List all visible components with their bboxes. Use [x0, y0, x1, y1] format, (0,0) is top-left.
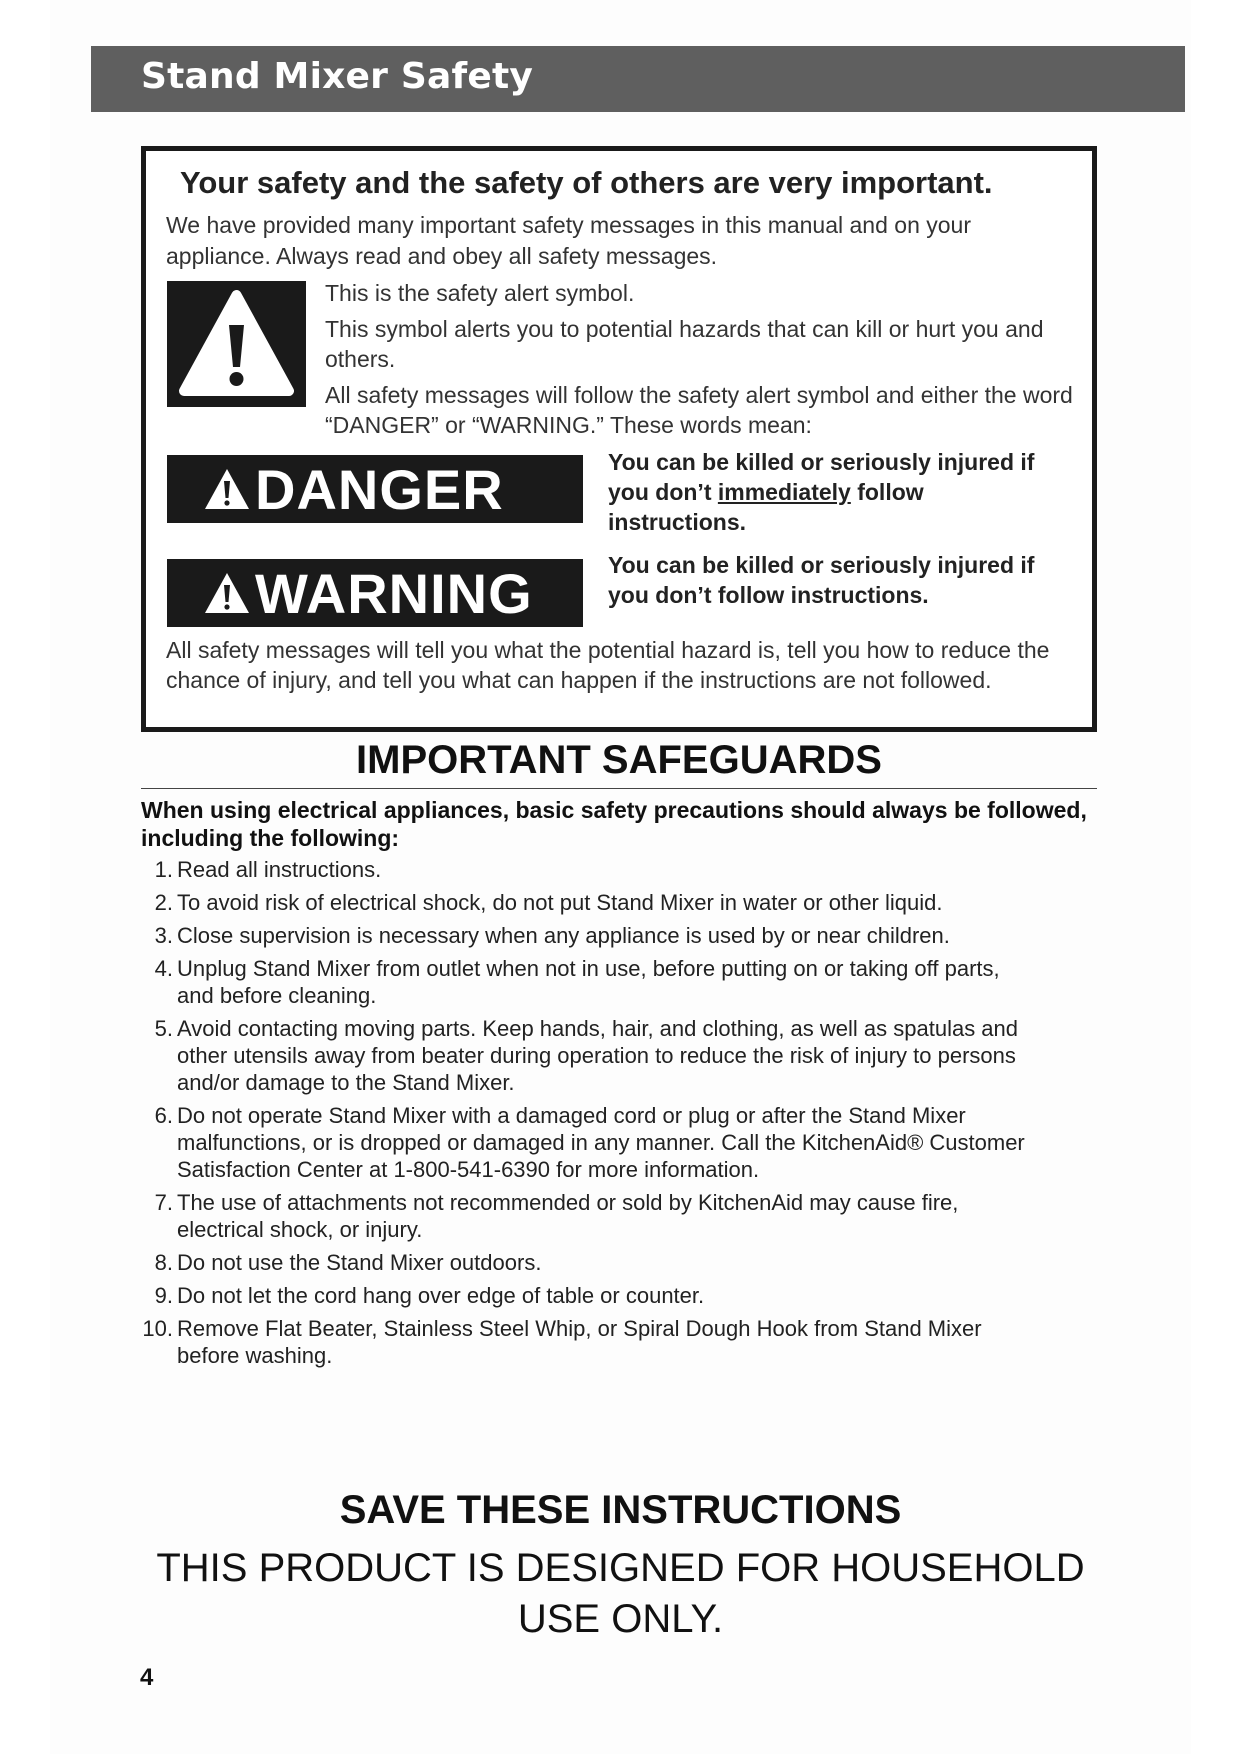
list-item-text: Do not operate Stand Mixer with a damaged cord or plug or after the Stand Mixer malfunctions, or is dropped or damaged in any manner. Call the KitchenAid® Customer Satisfaction Center at 1-800-541-6390 for more information. [177, 1103, 1025, 1182]
divider [141, 788, 1097, 789]
list-item-text: Read all instructions. [177, 857, 382, 882]
alert-explanation [325, 278, 1085, 446]
list-item [141, 1249, 1041, 1276]
safeguards-intro: When using electrical appliances, basic safety precautions should always be followed, including the following: [141, 797, 1087, 851]
warning-banner [167, 559, 583, 627]
section-title: Stand Mixer Safety [141, 56, 534, 97]
danger-desc-after: follow instructions. [608, 479, 924, 535]
alert-line-1: This is the safety alert symbol. [325, 280, 635, 306]
safety-box-heading: Your safety and the safety of others are very important. [180, 165, 993, 200]
safety-box-footer: All safety messages will tell you what the potential hazard is, tell you how to reduce the chance of injury, and tell you what can happen if the instructions are not followed. [166, 637, 1050, 693]
list-item [141, 1189, 1041, 1243]
danger-banner [167, 455, 583, 523]
list-item [141, 1102, 1041, 1183]
list-item [141, 955, 1041, 1009]
alert-line-3: All safety messages will follow the safety alert symbol and either the word “DANGER” or “WARNING.” These words mean: [325, 382, 1073, 438]
warning-triangle-icon [203, 467, 251, 511]
list-item-text: Do not use the Stand Mixer outdoors. [177, 1250, 542, 1275]
warning-triangle-icon [203, 571, 251, 615]
list-item-text: The use of attachments not recommended or sold by KitchenAid may cause fire, electrical shock, or injury. [177, 1190, 959, 1242]
list-item [141, 1315, 1041, 1369]
household-use-notice: THIS PRODUCT IS DESIGNED FOR HOUSEHOLD USE ONLY. [156, 1546, 1085, 1641]
list-item-number: 1. [154, 857, 173, 882]
safety-alert-icon [167, 281, 306, 407]
danger-label: DANGER [255, 457, 504, 521]
danger-description [608, 447, 1068, 537]
list-item [141, 922, 1041, 949]
list-item-number: 6. [154, 1103, 173, 1128]
list-item-number: 10. [142, 1316, 173, 1341]
warning-description: You can be killed or seriously injured if you don’t follow instructions. [608, 552, 1035, 608]
list-item-number: 8. [154, 1250, 173, 1275]
safety-message-box [141, 146, 1097, 732]
list-item-number: 9. [154, 1283, 173, 1308]
save-instructions-title: SAVE THESE INSTRUCTIONS [339, 1488, 902, 1532]
list-item-number: 2. [154, 890, 173, 915]
list-item [141, 856, 1041, 883]
alert-line-2: This symbol alerts you to potential hazards that can kill or hurt you and others. [325, 316, 1044, 372]
list-item-text: Do not let the cord hang over edge of table or counter. [177, 1283, 705, 1308]
list-item-text: To avoid risk of electrical shock, do not put Stand Mixer in water or other liquid. [177, 890, 943, 915]
safety-box-intro: We have provided many important safety messages in this manual and on your appliance. Always read and obey all safety messages. [166, 212, 971, 269]
list-item-text: Close supervision is necessary when any appliance is used by or near children. [177, 923, 950, 948]
list-item-text: Unplug Stand Mixer from outlet when not in use, before putting on or taking off parts, and before cleaning. [177, 956, 1000, 1008]
danger-desc-emphasis: immediately [717, 479, 851, 505]
safeguards-list [141, 856, 1041, 1375]
list-item-number: 7. [154, 1190, 173, 1215]
danger-desc-before: You can be killed or seriously injured if you don’t [608, 449, 1035, 505]
list-item [141, 1282, 1041, 1309]
section-header-bar [91, 46, 1185, 112]
list-item-number: 3. [154, 923, 173, 948]
page-number: 4 [140, 1664, 154, 1691]
list-item [141, 889, 1041, 916]
safeguards-title: IMPORTANT SAFEGUARDS [356, 738, 882, 782]
warning-label: WARNING [255, 561, 533, 625]
list-item-text: Remove Flat Beater, Stainless Steel Whip, or Spiral Dough Hook from Stand Mixer before washing. [177, 1316, 982, 1368]
list-item-text: Avoid contacting moving parts. Keep hands, hair, and clothing, as well as spatulas and other utensils away from beater during operation to reduce the risk of injury to persons and/or damage to the Stand Mixer. [177, 1016, 1019, 1095]
list-item-number: 4. [154, 956, 173, 981]
list-item-number: 5. [154, 1016, 173, 1041]
list-item [141, 1015, 1041, 1096]
